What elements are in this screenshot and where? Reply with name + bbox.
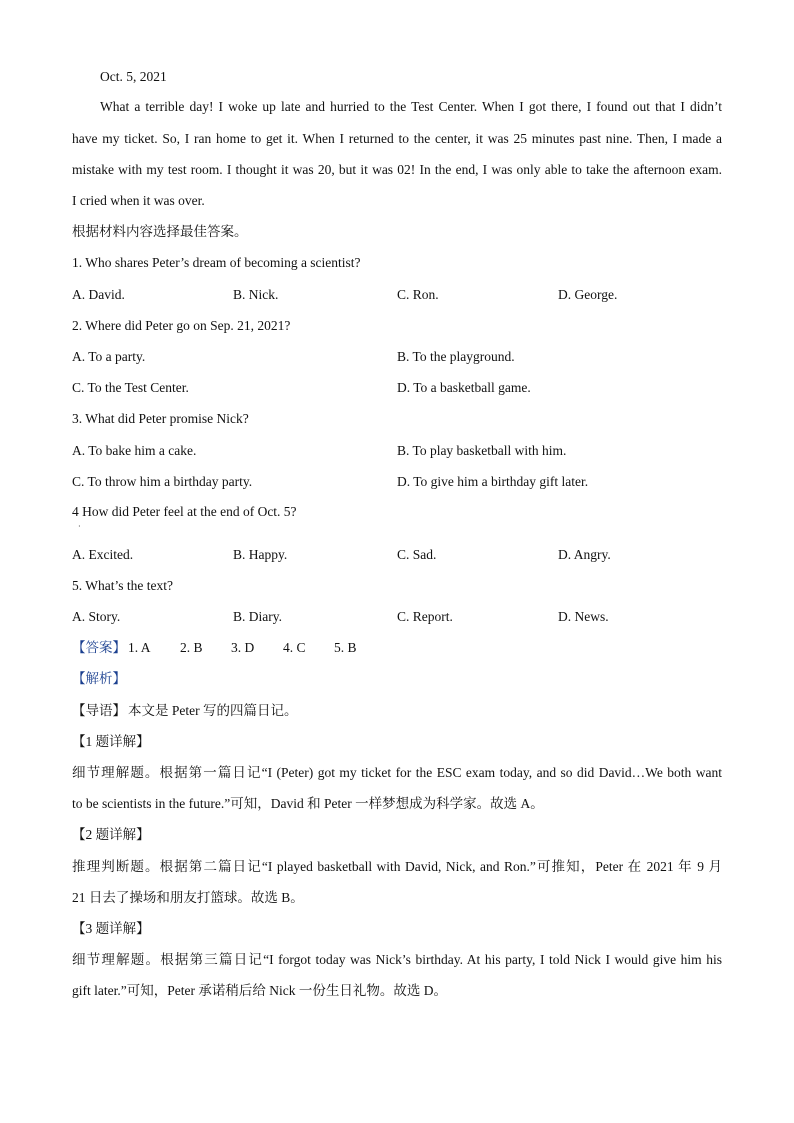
option-b: B. To the playground. [397, 349, 515, 364]
question-text: 3. What did Peter promise Nick? [72, 411, 249, 426]
detail-label: 【1 题详解】 [72, 734, 150, 749]
option-c: C. Report. [397, 609, 453, 624]
option-a: A. David. [72, 287, 125, 302]
option-a: A. To bake him a cake. [72, 443, 197, 458]
option-b: B. To play basketball with him. [397, 443, 567, 458]
question-text: 5. What’s the text? [72, 578, 173, 593]
option-c: C. Ron. [397, 287, 439, 302]
detail-line: 细节理解题。根据第三篇日记“I forgot today was Nick’s birthday. At his party, I told Nick I would give him his [72, 952, 722, 967]
detail-label: 【3 题详解】 [72, 921, 150, 936]
detail-line: 细节理解题。根据第一篇日记“I (Peter) got my ticket for the ESC exam today, and so did David…We both want [72, 765, 722, 780]
answer-item: 1. A [128, 640, 151, 655]
diary-line: What a terrible day! I woke up late and hurried to the Test Center. When I got there, I found out that I didn’t [100, 99, 722, 114]
detail-line: 推理判断题。根据第二篇日记“I played basketball with David, Nick, and Ron.”可推知，Peter 在 2021 年 9 月 [72, 859, 722, 874]
analysis-label: 【解析】 [72, 671, 126, 686]
option-b: B. Diary. [233, 609, 282, 624]
answer-item: 5. B [334, 640, 357, 655]
diary-line: mistake with my test room. I thought it was 20, but it was 02! In the end, I was only able to take the afternoon exam. [72, 162, 722, 177]
question-text: 2. Where did Peter go on Sep. 21, 2021? [72, 318, 291, 333]
option-d: D. To give him a birthday gift later. [397, 474, 589, 489]
diary-line: I cried when it was over. [72, 193, 205, 208]
option-c: C. To throw him a birthday party. [72, 474, 253, 489]
option-d: D. Angry. [558, 547, 611, 562]
option-b: B. Happy. [233, 547, 288, 562]
detail-line: gift later.”可知，Peter 承诺稍后给 Nick 一份生日礼物。故选 D。 [72, 983, 447, 998]
question-text: 4 How did Peter feel at the end of Oct. 5? [72, 504, 297, 519]
guide-text: 本文是 Peter 写的四篇日记。 [128, 703, 298, 718]
answer-item: 2. B [180, 640, 203, 655]
option-b: B. Nick. [233, 287, 279, 302]
diary-date: Oct. 5, 2021 [100, 69, 167, 84]
option-a: A. Story. [72, 609, 121, 624]
answer-label: 【答案】 [72, 640, 126, 655]
answer-item: 3. D [231, 640, 255, 655]
option-d: D. George. [558, 287, 618, 302]
detail-label: 【2 题详解】 [72, 827, 150, 842]
option-c: C. Sad. [397, 547, 437, 562]
option-c: C. To the Test Center. [72, 380, 189, 395]
detail-line: 21 日去了操场和朋友打篮球。故选 B。 [72, 890, 304, 905]
option-a: A. To a party. [72, 349, 146, 364]
guide-label: 【导语】 [72, 703, 126, 718]
option-d: D. To a basketball game. [397, 380, 531, 395]
option-a: A. Excited. [72, 547, 134, 562]
answer-item: 4. C [283, 640, 306, 655]
detail-line: to be scientists in the future.”可知，David 和 Peter 一样梦想成为科学家。故选 A。 [72, 796, 544, 811]
question-text: 1. Who shares Peter’s dream of becoming a scientist? [72, 255, 361, 270]
stray-dot: · [78, 522, 81, 531]
instruction-text: 根据材料内容选择最佳答案。 [72, 224, 248, 239]
diary-line: have my ticket. So, I ran home to get it. When I returned to the center, it was 25 minutes past nine. Then, I made a [72, 131, 722, 146]
option-d: D. News. [558, 609, 609, 624]
